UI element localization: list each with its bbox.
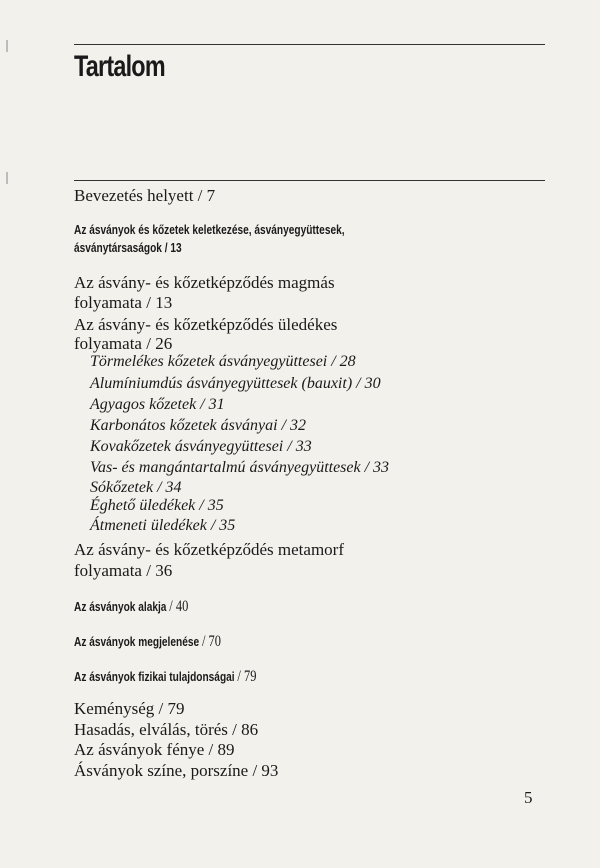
toc-entry: Hasadás, elválás, törés / 86 — [74, 720, 259, 739]
divider-rule — [74, 180, 545, 181]
toc-subentry: Karbonátos kőzetek ásványai / 32 — [90, 417, 306, 434]
toc-entry-sedimentary: Az ásvány- és kőzetképződés üledékes — [74, 315, 338, 334]
toc-subentry: Törmelékes kőzetek ásványegyüttesei / 28 — [90, 353, 356, 370]
margin-mark — [6, 172, 8, 184]
page-title: Tartalom — [74, 50, 165, 83]
toc-entry-metamorphic-line2: folyamata / 36 — [74, 561, 173, 580]
toc-entry-metamorphic: Az ásvány- és kőzetképződés metamorf — [74, 540, 344, 559]
toc-entry-magmatic-line2: folyamata / 13 — [74, 293, 173, 312]
toc-entry: Az ásványok fénye / 89 — [74, 740, 235, 759]
page-number: 5 — [524, 788, 533, 807]
toc-section-origin-line2: ásványtársaságok / 13 — [74, 240, 182, 255]
toc-section-physical: Az ásványok fizikai tulajdonságai / 79 — [74, 668, 257, 685]
toc-subentry: Alumíniumdús ásványegyüttesek (bauxit) / 30 — [90, 375, 381, 392]
toc-entry: Keménység / 79 — [74, 699, 185, 718]
toc-entry-sedimentary-line2: folyamata / 26 — [74, 334, 173, 353]
top-rule — [74, 44, 545, 45]
toc-subentry: Átmeneti üledékek / 35 — [90, 517, 236, 534]
toc-subentry: Éghető üledékek / 35 — [90, 497, 224, 514]
toc-subentry: Vas- és mangántartalmú ásványegyüttesek / 33 — [90, 459, 390, 476]
toc-entry-intro: Bevezetés helyett / 7 — [74, 186, 216, 205]
toc-entry-magmatic: Az ásvány- és kőzetképződés magmás — [74, 273, 335, 292]
toc-subentry: Agyagos kőzetek / 31 — [90, 396, 225, 413]
toc-subentry: Sókőzetek / 34 — [90, 479, 182, 496]
toc-entry: Ásványok színe, porszíne / 93 — [74, 761, 279, 780]
toc-section-appearance: Az ásványok megjelenése / 70 — [74, 633, 222, 650]
toc-subentry: Kovakőzetek ásványegyüttesei / 33 — [90, 438, 312, 455]
toc-section-origin: Az ásványok és kőzetek keletkezése, ásványegyüttesek, — [74, 222, 345, 237]
margin-mark — [6, 40, 8, 52]
toc-section-shape: Az ásványok alakja / 40 — [74, 598, 189, 615]
